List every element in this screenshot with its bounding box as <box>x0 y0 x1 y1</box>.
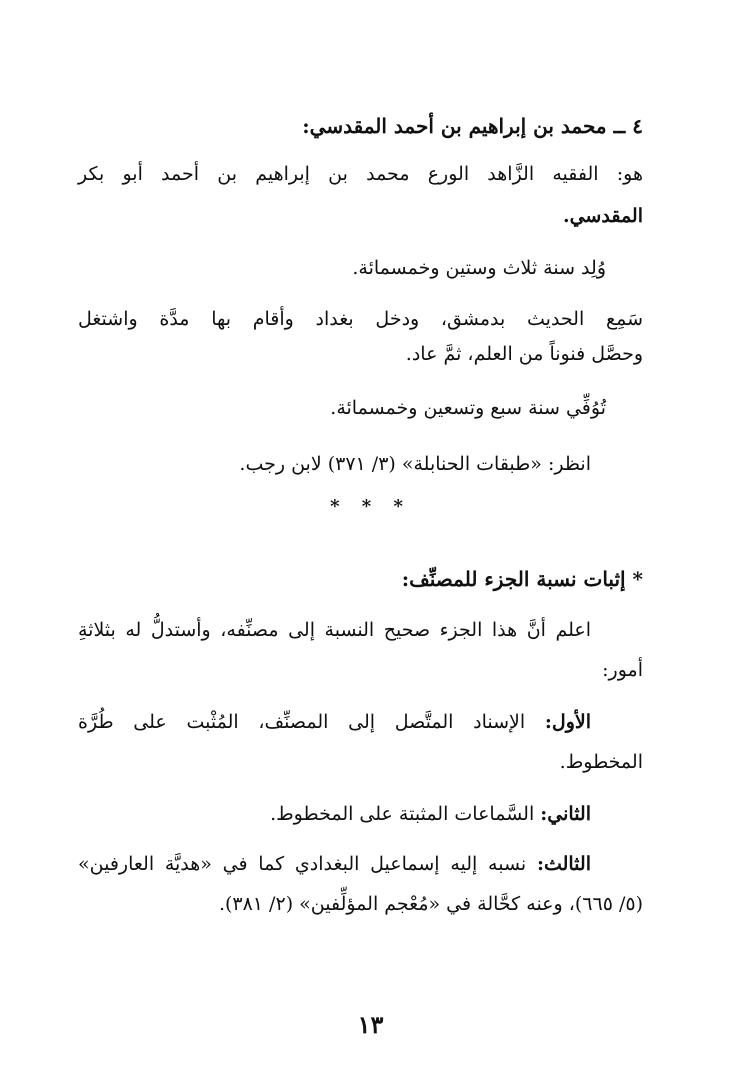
point-third-line-2: (٥/ ٦٦٥)، وعنه كحَّالة في «مُعْجم المؤلِّفين» (٢/ ٣٨١). <box>218 893 643 915</box>
point-first-line-1 <box>78 708 591 736</box>
section-heading: * إثبات نسبة الجزء للمصنِّف: <box>401 567 643 591</box>
section-intro-line-2: أمور: <box>602 659 643 681</box>
point-second-label: الثاني: <box>540 803 591 825</box>
section-intro-line-1: اعلم أنَّ هذا الجزء صحيح النسبة إلى مصنِّفه، وأستدلُّ له بثلاثةِ <box>78 619 591 641</box>
point-first-label: الأول: <box>544 711 592 733</box>
entry-bio-line-2: المقدسي. <box>562 205 643 227</box>
entry-died: تُوُفِّي سنة سبع وتسعين وخمسمائة. <box>330 397 606 419</box>
point-third-label: الثالث: <box>536 853 591 875</box>
entry-heading: ٤ ــ محمد بن إبراهيم بن أحمد المقدسي: <box>302 114 643 138</box>
entry-reference: انظر: «طبقات الحنابلة» (٣/ ٣٧١) لابن رجب. <box>239 453 591 475</box>
point-first-text: الإسناد المتَّصل إلى المصنِّف، المُثْبت على طُرَّة <box>78 711 526 733</box>
section-separator: * * * <box>330 496 411 517</box>
entry-born: وُلِد سنة ثلاث وستين وخمسمائة. <box>352 257 606 279</box>
entry-bio-line-1: هو: الفقيه الزَّاهد الورع محمد بن إبراهيم بن أحمد أبو بكر <box>78 163 643 185</box>
entry-study-line-2: وحصَّل فنوناً من العلم، ثمَّ عاد. <box>405 343 643 365</box>
point-third-text: نسبه إليه إسماعيل البغدادي كما في «هديَّة العارفين» <box>78 853 527 875</box>
point-second-text: السَّماعات المثبتة على المخطوط. <box>270 803 535 825</box>
page-number: ١٣ <box>357 1010 384 1039</box>
point-first-line-2: المخطوط. <box>559 751 643 773</box>
point-third-line-1 <box>78 850 591 878</box>
point-second <box>78 800 591 828</box>
entry-study-line-1: سَمِع الحديث بدمشق، ودخل بغداد وأقام بها مدَّة واشتغل <box>78 308 643 330</box>
